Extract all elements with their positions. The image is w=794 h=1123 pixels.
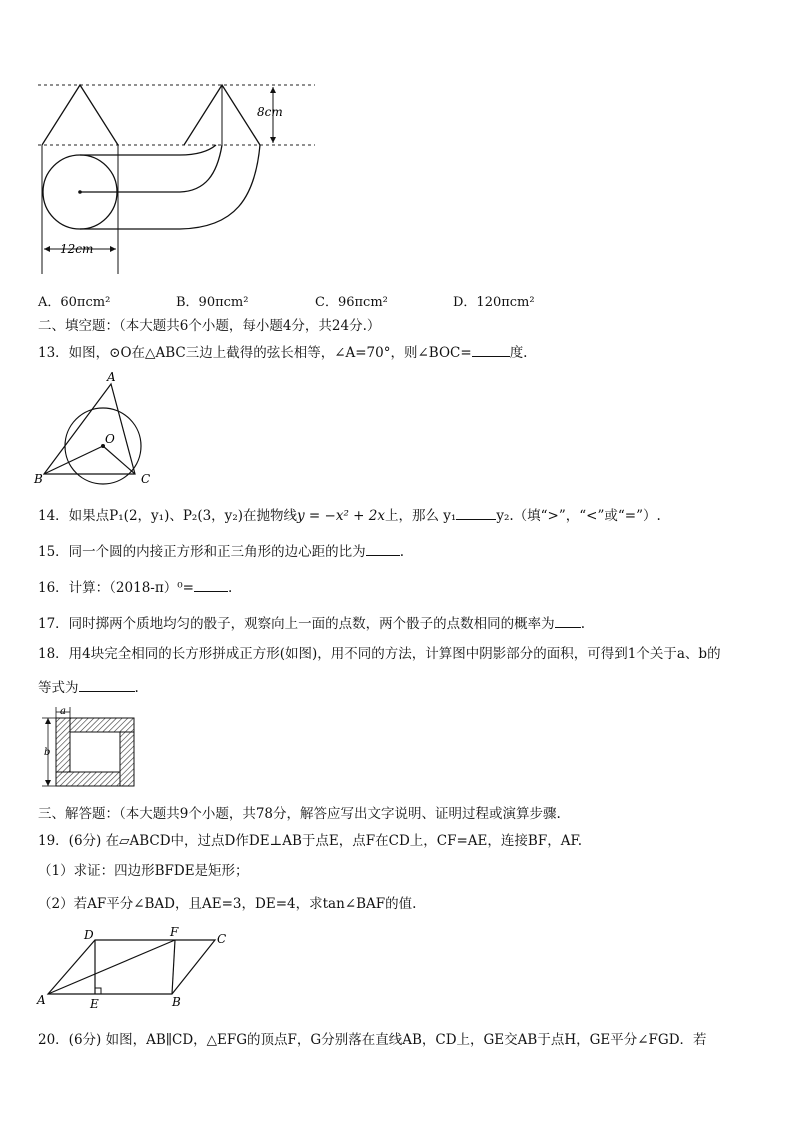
- q19-label-f: F: [170, 925, 179, 939]
- q19-stem: 19．(6分) 在▱ABCD中，过点D作DE⊥AB于点E，点F在CD上，CF=AE，连接BF，AF.: [38, 833, 582, 849]
- option-d[interactable]: D．120πcm²: [453, 295, 535, 310]
- q14-text-mid: 上，那么 y₁: [384, 508, 457, 524]
- width-dim-label: 12cm: [60, 242, 94, 256]
- q19-label-b: B: [172, 995, 181, 1009]
- q15-text: [38, 541, 404, 561]
- q19-part1: （1）求证：四边形BFDE是矩形；: [38, 863, 249, 879]
- q17-text: [38, 613, 585, 633]
- q13-label-a: A: [107, 370, 116, 384]
- q19-label-a: A: [37, 993, 46, 1007]
- segment-af: [48, 940, 175, 994]
- q18-label-b: b: [44, 747, 51, 758]
- q18-inner-square: [70, 732, 120, 772]
- q18-answer-blank[interactable]: [79, 677, 135, 692]
- q14-text-before: 14．如果点P₁(2，y₁)、P₂(3，y₂)在抛物线: [38, 508, 297, 524]
- q13-label-o: O: [105, 432, 115, 446]
- figure-cone-surface: [30, 78, 330, 278]
- q16-text-before: 16．计算：（2018-π）⁰=: [38, 580, 194, 596]
- q16-answer-blank[interactable]: [194, 577, 228, 592]
- q13-text-before: 13．如图，⊙O在△ABC三边上截得的弦长相等，∠A=70°，则∠BOC=: [38, 345, 472, 361]
- section3-heading: 三、解答题：（本大题共9个小题，共78分，解答应写出文字说明、证明过程或演算步骤.: [38, 806, 561, 822]
- height-dim-label: 8cm: [257, 105, 283, 119]
- q16-text-after: .: [227, 580, 233, 596]
- triangle-abc: [44, 384, 135, 474]
- option-c[interactable]: C．96πcm²: [315, 295, 388, 310]
- q13-label-b: B: [34, 472, 43, 486]
- q15-answer-blank[interactable]: [366, 541, 400, 556]
- q15-text-after: .: [399, 544, 404, 560]
- q14-text-after: y₂.（填“>”，“<”或“=”）.: [496, 508, 661, 524]
- q19-label-e: E: [90, 997, 99, 1010]
- q20-stem: 20．(6分) 如图，AB∥CD，△EFG的顶点F，G分别落在直线AB，CD上，GE交AB于点H，GE平分∠FGD．若: [38, 1032, 707, 1048]
- q16-text: [38, 577, 232, 597]
- q13-text-after: 度.: [509, 345, 528, 361]
- q15-text-before: 15．同一个圆的内接正方形和正三角形的边心距的比为: [38, 544, 366, 560]
- q18-line2-before: 等式为: [38, 680, 79, 696]
- q18-figure: [36, 702, 140, 792]
- q13-figure: [32, 370, 162, 486]
- q19-figure: [34, 924, 234, 1010]
- q18-line2: [38, 677, 139, 697]
- q19-label-c: C: [217, 932, 227, 946]
- option-a[interactable]: A．60πcm²: [38, 295, 111, 310]
- section2-heading: 二、填空题：（本大题共6个小题，每小题4分，共24分.）: [38, 318, 381, 334]
- q18-label-a: a: [60, 706, 66, 717]
- q13-answer-blank[interactable]: [472, 342, 510, 357]
- q14-formula: y = −x² + 2x: [297, 508, 385, 524]
- q19-part2: （2）若AF平分∠BAD，且AE=3，DE=4，求tan∠BAF的值.: [38, 896, 417, 912]
- q18-line2-after: .: [134, 680, 139, 696]
- left-cone: [42, 85, 118, 145]
- q17-text-after: .: [580, 616, 585, 632]
- q17-answer-blank[interactable]: [555, 613, 581, 628]
- q14-answer-blank[interactable]: [456, 505, 496, 520]
- option-b[interactable]: B．90πcm²: [176, 295, 249, 310]
- q18-line1: 18．用4块完全相同的长方形拼成正方形(如图)，用不同的方法，计算图中阴影部分的面积，可得到1个关于a、b的: [38, 646, 721, 662]
- q13-label-c: C: [141, 472, 151, 486]
- q17-text-before: 17．同时掷两个质地均匀的骰子，观察向上一面的点数，两个骰子的点数相同的概率为: [38, 616, 555, 632]
- parallelogram-abcd: [48, 940, 215, 994]
- q14-text: [38, 505, 661, 525]
- q13-text: [38, 342, 527, 362]
- q19-label-d: D: [84, 928, 94, 942]
- segment-bf: [172, 940, 175, 994]
